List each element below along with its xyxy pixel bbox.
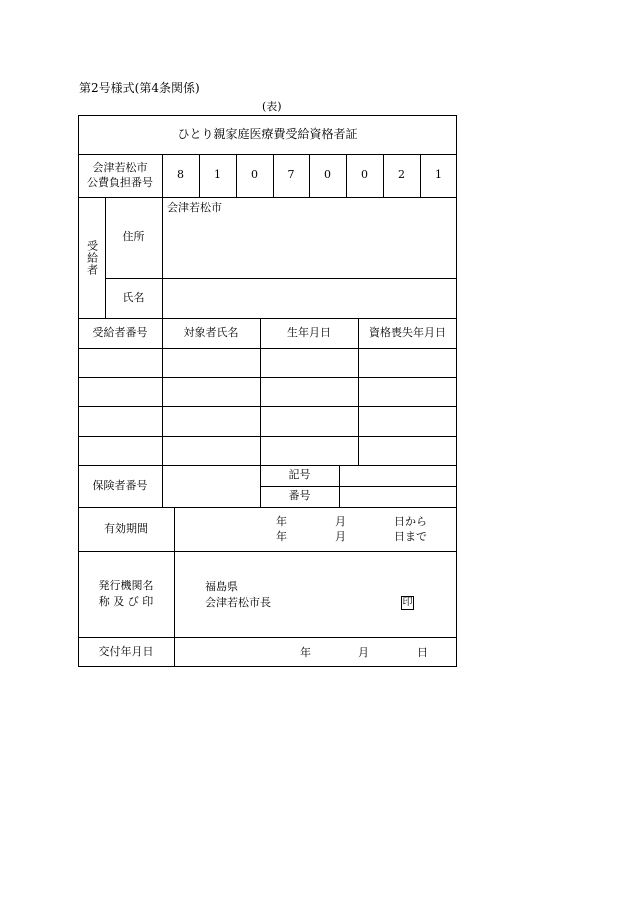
form-side-label: (表) xyxy=(262,100,282,113)
validity-from-day: 日から xyxy=(394,515,427,528)
validity-label: 有効期間 xyxy=(104,521,148,535)
issuer-label-line1: 発行機関名 xyxy=(98,579,154,593)
issue-date-label: 交付年月日 xyxy=(98,644,154,658)
payer-digit-6: 0 xyxy=(361,168,368,182)
rule-list-row3-bottom xyxy=(78,436,457,437)
payer-label-line2: 公費負担番号 xyxy=(87,175,153,189)
validity-to-month: 月 xyxy=(335,530,346,543)
col-loss-date: 資格喪失年月日 xyxy=(369,325,446,339)
validity-from-year: 年 xyxy=(276,515,287,528)
rule-address-label-right xyxy=(162,197,163,318)
number-label: 番号 xyxy=(288,489,311,503)
insurer-number-label: 保険者番号 xyxy=(92,478,148,492)
rule-symbol-col xyxy=(339,465,340,507)
rule-list-header-bottom xyxy=(78,348,457,349)
issuer-mayor: 会津若松市長 xyxy=(205,596,271,609)
col-birth-date: 生年月日 xyxy=(287,325,331,339)
form-number: 第2号様式(第4条関係) xyxy=(79,81,200,95)
rule-lower-label-right xyxy=(174,507,175,667)
validity-to-year: 年 xyxy=(276,530,287,543)
payer-digit-3: 0 xyxy=(251,168,258,182)
recipient-label-cell xyxy=(78,197,105,318)
payer-digit-7: 2 xyxy=(398,168,405,182)
rule-list-row2-bottom xyxy=(78,406,457,407)
payer-digit-8: 1 xyxy=(435,168,442,182)
seal-mark: 印 xyxy=(402,597,413,608)
issue-date-month: 月 xyxy=(358,646,369,659)
certificate-title: ひとり親家庭医療費受給資格者証 xyxy=(177,126,358,141)
address-label: 住所 xyxy=(122,230,145,244)
issuer-prefecture: 福島県 xyxy=(205,580,238,593)
col-recipient-number: 受給者番号 xyxy=(92,325,148,339)
payer-digit-2: 1 xyxy=(214,168,221,182)
payer-label-line1: 会津若松市 xyxy=(92,161,148,175)
payer-number-label xyxy=(78,154,162,197)
payer-digit-4: 7 xyxy=(287,168,295,182)
payer-digit-1: 8 xyxy=(177,168,184,182)
issuer-label xyxy=(78,551,174,637)
validity-from-month: 月 xyxy=(335,515,346,528)
symbol-label: 記号 xyxy=(288,468,311,482)
validity-to-day: 日まで xyxy=(394,530,427,543)
name-label: 氏名 xyxy=(122,290,145,304)
col-target-name: 対象者氏名 xyxy=(183,325,239,339)
address-value: 会津若松市 xyxy=(167,201,222,214)
issuer-label-line2: 称 及 び 印 xyxy=(98,595,154,608)
payer-digit-5: 0 xyxy=(324,168,331,182)
issue-date-year: 年 xyxy=(300,646,311,659)
rule-list-row1-bottom xyxy=(78,377,457,378)
issue-date-day: 日 xyxy=(417,646,428,659)
recipient-label: 受給者 xyxy=(85,239,99,276)
